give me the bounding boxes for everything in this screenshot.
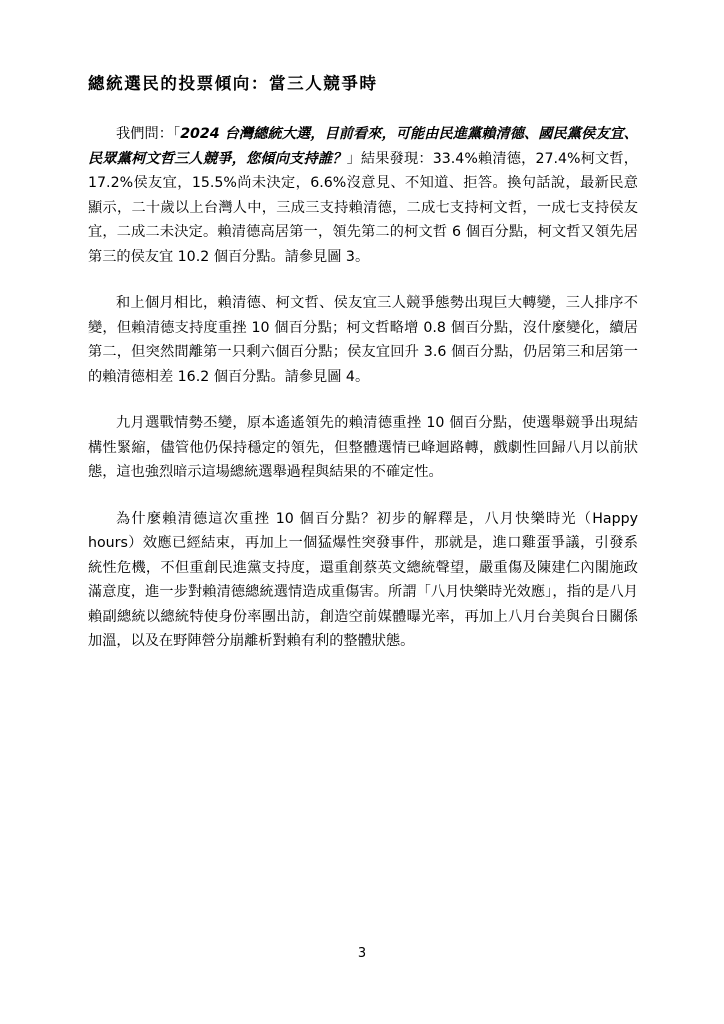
survey-question: 2024 台灣總統大選，目前看來，可能由民進黨賴清德、國民黨侯友宜、民眾黨柯文哲三人競爭，您傾向支持誰？	[88, 126, 638, 167]
section-heading: 總統選民的投票傾向：當三人競爭時	[88, 74, 378, 93]
paragraph-1	[88, 122, 638, 269]
paragraph-4: 為什麼賴清德這次重挫 10 個百分點？初步的解釋是，八月快樂時光（Happy hours）效應已經結束，再加上一個猛爆性突發事件，那就是，進口雞蛋爭議，引發系統性危機，不但重創民進黨支持度，還重創蔡英文總統聲望，嚴重傷及陳建仁內閣施政滿意度，進一步對賴清德總統選情造成重傷害。所謂「八月快樂時光效應」，指的是八月賴副總統以總統特使身份率團出訪，創造空前媒體曝光率，再加上八月台美與台日關係加溫，以及在野陣營分崩離析對賴有利的整體狀態。	[88, 510, 638, 649]
paragraph-3: 九月選戰情勢丕變，原本遙遙領先的賴清德重挫 10 個百分點，使選舉競爭出現結構性緊縮，儘管他仍保持穩定的領先，但整體選情已峰迴路轉，戲劇性回歸八月以前狀態，這也強烈暗示這場總統選舉過程與結果的不確定性。	[88, 415, 638, 480]
page-number: 3	[357, 946, 367, 961]
paragraph-1-results: 」結果發現：33.4%賴清德，27.4%柯文哲，17.2%侯友宜，15.5%尚未決定，6.6%沒意見、不知道、拒答。換句話說，最新民意顯示，二十歲以上台灣人中，三成三支持賴清德，二成七支持柯文哲，一成七支持侯友宜，二成二未決定。賴清德高居第一，領先第二的柯文哲 6 個百分點，柯文哲又領先居第三的侯友宜 10.2 個百分點。請參見圖 3。	[88, 150, 638, 265]
paragraph-2: 和上個月相比，賴清德、柯文哲、侯友宜三人競爭態勢出現巨大轉變，三人排序不變，但賴清德支持度重挫 10 個百分點；柯文哲略增 0.8 個百分點，沒什麼變化，續居第二，但突然間離第一只剩六個百分點；侯友宜回升 3.6 個百分點，仍居第三和居第一的賴清德相差 16.2 個百分點。請參見圖 4。	[88, 295, 638, 385]
document-body	[88, 122, 638, 676]
paragraph-1-prefix: 我們問：「	[116, 126, 181, 142]
